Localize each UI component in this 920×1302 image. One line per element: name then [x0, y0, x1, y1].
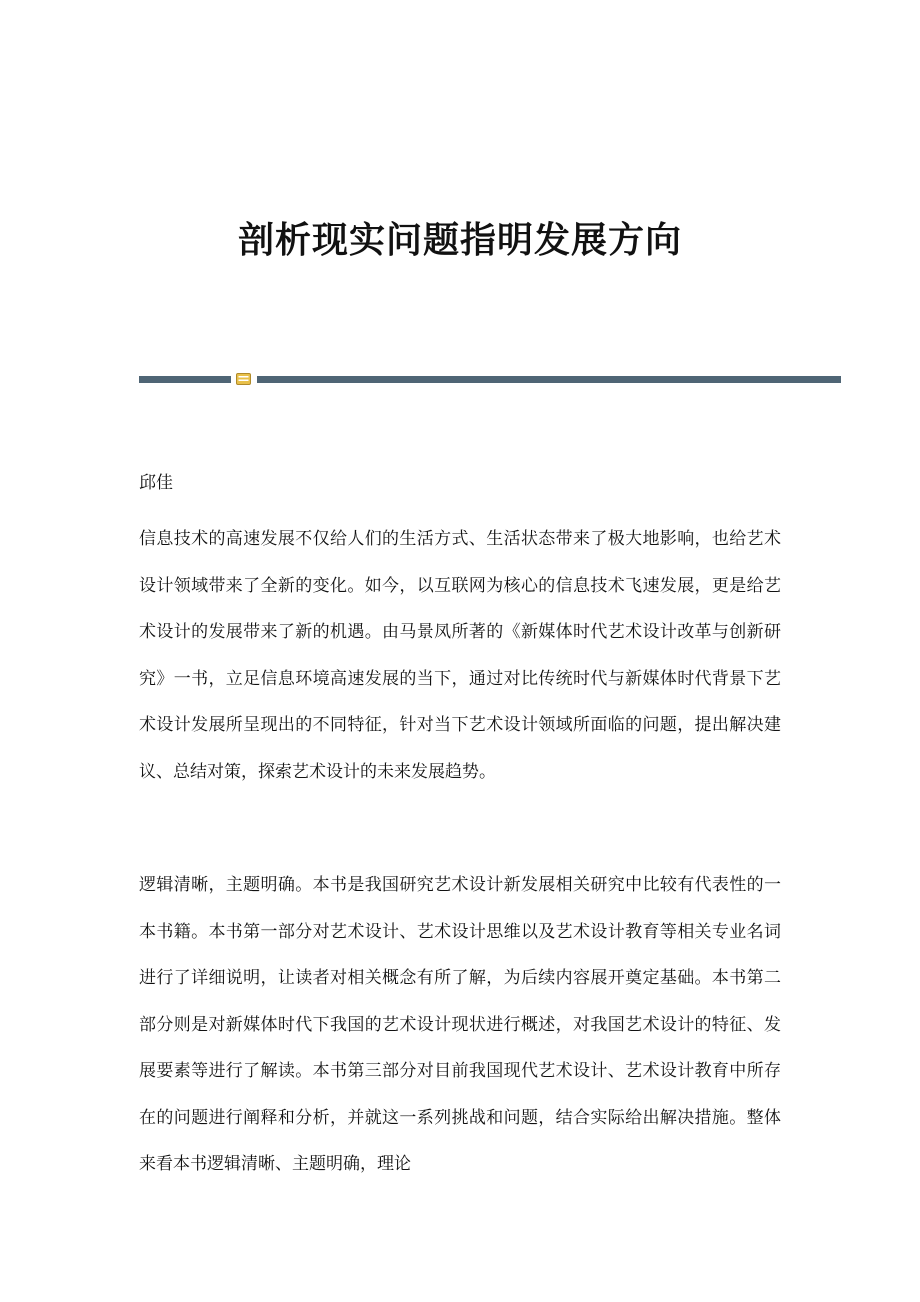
document-marker-icon	[236, 373, 251, 385]
body-paragraph-2: 逻辑清晰，主题明确。本书是我国研究艺术设计新发展相关研究中比较有代表性的一本书籍。本书第一部分对艺术设计、艺术设计思维以及艺术设计教育等相关专业名词进行了详细说明，让读者对相关概念有所了解，为后续内容展开奠定基础。本书第二部分则是对新媒体时代下我国的艺术设计现状进行概述，对我国艺术设计的特征、发展要素等进行了解读。本书第三部分对目前我国现代艺术设计、艺术设计教育中所存在的问题进行阐释和分析，并就这一系列挑战和问题，结合实际给出解决措施。整体来看本书逻辑清晰、主题明确，理论	[139, 875, 781, 1174]
author-name: 邱佳	[139, 473, 173, 493]
section-divider	[139, 373, 841, 385]
divider-bar-right	[257, 376, 841, 383]
divider-bar-left	[139, 376, 231, 383]
body-paragraph-1: 信息技术的高速发展不仅给人们的生活方式、生活状态带来了极大地影响，也给艺术设计领域带来了全新的变化。如今，以互联网为核心的信息技术飞速发展，更是给艺术设计的发展带来了新的机遇。由马景凤所著的《新媒体时代艺术设计改革与创新研究》一书，立足信息环境高速发展的当下，通过对比传统时代与新媒体时代背景下艺术设计发展所呈现出的不同特征，针对当下艺术设计领域所面临的问题，提出解决建议、总结对策，探索艺术设计的未来发展趋势。	[139, 529, 781, 782]
document-title: 剖析现实问题指明发展方向	[237, 219, 682, 261]
